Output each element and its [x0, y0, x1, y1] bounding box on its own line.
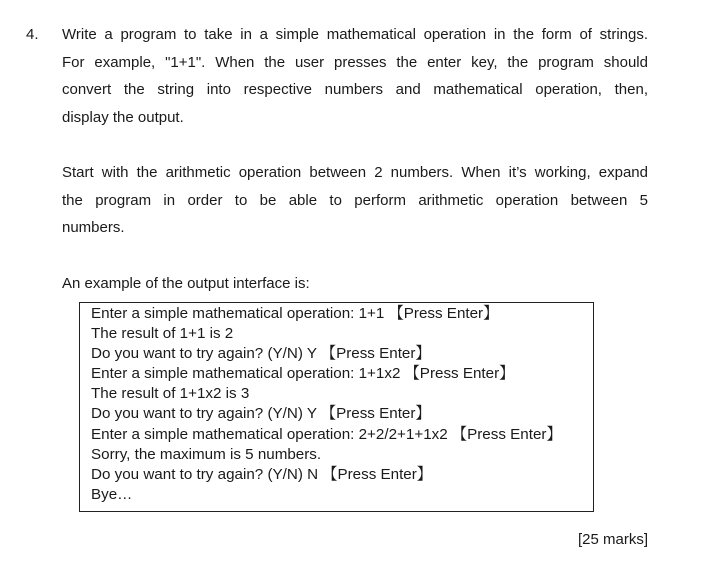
console-line: Do you want to try again? (Y/N) Y 【Press Enter】: [91, 405, 431, 423]
console-line: Do you want to try again? (Y/N) Y 【Press Enter】: [91, 345, 431, 363]
question-paragraph-2: [62, 159, 648, 242]
paragraph-line: convert the string into respective numbers and mathematical operation, then,: [62, 81, 648, 98]
console-line: Enter a simple mathematical operation: 1+1x2 【Press Enter】: [91, 365, 515, 383]
console-line: The result of 1+1x2 is 3: [91, 385, 250, 403]
paragraph-line: Write a program to take in a simple mathematical operation in the form of strings.: [62, 26, 648, 43]
console-line: Sorry, the maximum is 5 numbers.: [91, 445, 322, 463]
console-line: Enter a simple mathematical operation: 2+2/2+1+1x2 【Press Enter】: [91, 425, 562, 443]
example-intro: An example of the output interface is:: [62, 275, 310, 292]
question-number: 4.: [26, 26, 39, 43]
paragraph-line: Start with the arithmetic operation between 2 numbers. When it’s working, expand: [62, 164, 648, 181]
question-paragraph-1: [62, 21, 648, 131]
paragraph-line: the program in order to be able to perform arithmetic operation between 5: [62, 191, 648, 209]
console-line: The result of 1+1 is 2: [91, 325, 234, 343]
paragraph-line: numbers.: [62, 219, 125, 236]
paragraph-line: display the output.: [62, 108, 184, 126]
paragraph-line: For example, "1+1". When the user presses the enter key, the program should: [62, 53, 648, 71]
marks-label: [25 marks]: [577, 531, 648, 548]
console-line: Do you want to try again? (Y/N) N 【Press Enter】: [91, 465, 432, 483]
example-output-box: [79, 302, 594, 512]
console-line: Bye…: [91, 485, 133, 503]
console-line: Enter a simple mathematical operation: 1+1 【Press Enter】: [91, 305, 499, 322]
